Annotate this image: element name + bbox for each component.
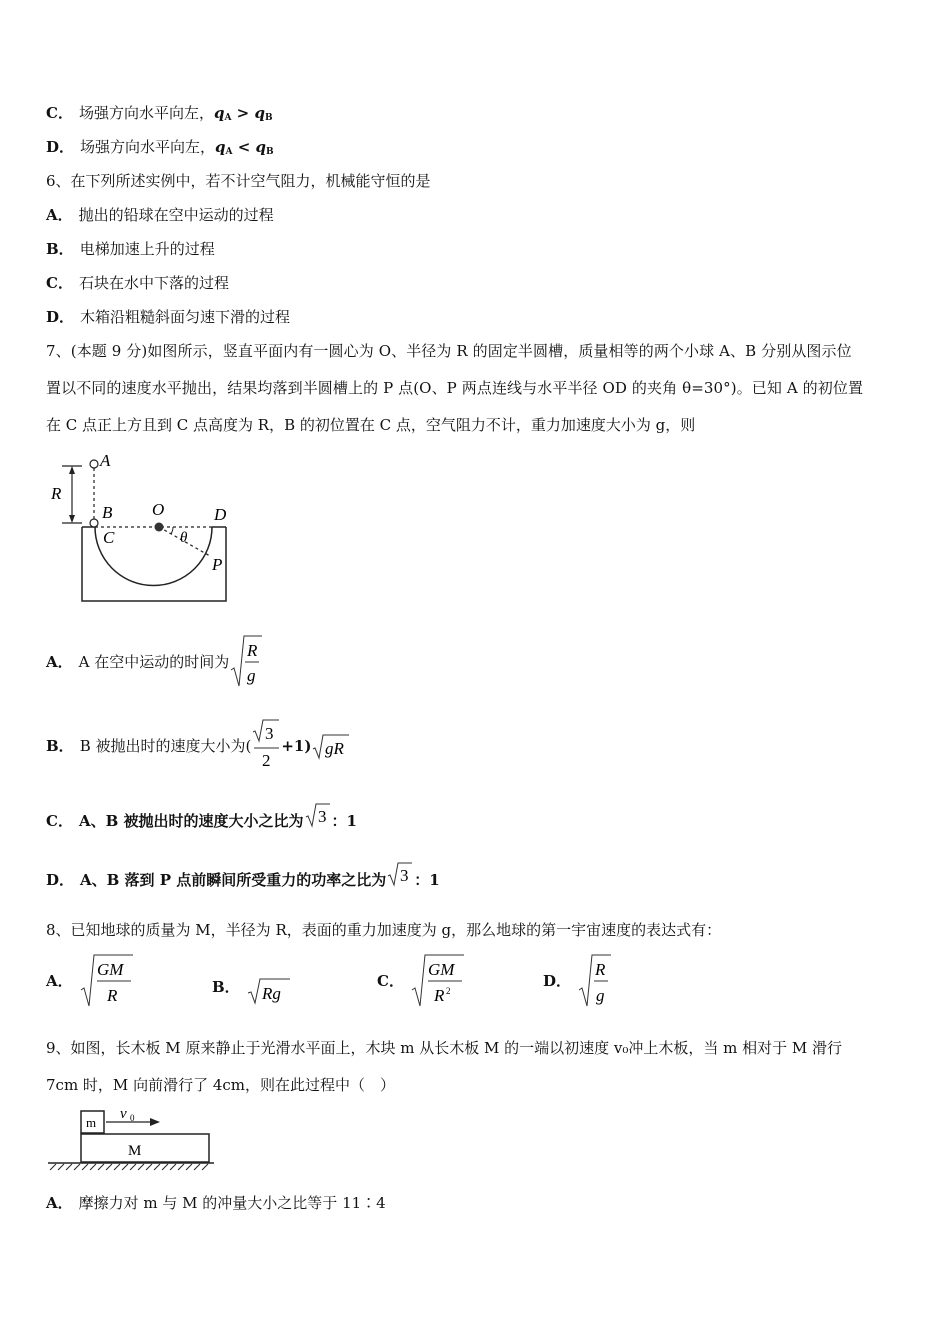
velocity-arrowhead	[150, 1118, 160, 1126]
option-letter: C．	[46, 104, 73, 122]
svg-text:2: 2	[262, 751, 271, 770]
sqrt-r-over-g	[229, 634, 263, 690]
sqrt3-over-2	[251, 718, 281, 774]
q9-option-a: A． 摩擦力对 m 与 M 的冲量大小之比等于 11∶4	[46, 1194, 386, 1212]
svg-text:R: R	[595, 960, 606, 979]
q7-option-c: C． A、B 被抛出时的速度大小之比为 3 ：1	[46, 804, 357, 838]
sqrt-3	[386, 860, 414, 890]
sqrt-gr	[311, 731, 351, 761]
q6-option-a: A． 抛出的铅球在空中运动的过程	[46, 206, 274, 224]
q7-stem-line-2: 置以不同的速度水平抛出，结果均落到半圆槽上的 P 点(O、P 两点连线与水平半径 OD 的夹角 θ=30°)。已知 A 的初位置	[46, 379, 864, 397]
label-r: R	[51, 484, 62, 503]
svg-text:R: R	[106, 986, 118, 1005]
board-block-figure	[46, 1103, 216, 1173]
svg-text:R: R	[247, 641, 258, 660]
svg-text:m: m	[86, 1115, 97, 1130]
label-b: B	[102, 503, 113, 522]
q5-option-d: D． 场强方向水平向左，$q_A < q_B$	[46, 138, 274, 157]
svg-text:g: g	[596, 986, 605, 1005]
q8-option-b: B． Rg	[212, 970, 294, 1004]
ground-hatching	[50, 1164, 208, 1170]
semicircle-groove-figure	[48, 448, 238, 608]
q6-option-d: D． 木箱沿粗糙斜面匀速下滑的过程	[46, 308, 291, 326]
svg-text:GM: GM	[96, 960, 124, 979]
svg-text:v: v	[120, 1106, 127, 1122]
q7-stem-line-3: 在 C 点正上方且到 C 点高度为 R，B 的初位置在 C 点，空气阻力不计，重力加速度大小为 g，则	[46, 416, 696, 434]
q8-stem: 8、已知地球的质量为 M，半径为 R，表面的重力加速度为 g，那么地球的第一宇宙速度的表达式有：	[46, 921, 722, 939]
svg-text:GM: GM	[427, 960, 455, 979]
angle-theta-arc	[171, 527, 173, 534]
sqrt-3	[304, 801, 332, 831]
svg-text:gR: gR	[325, 739, 345, 758]
option-letter: D．	[46, 138, 75, 156]
q8-option-c: C． GM R 2	[377, 952, 466, 1010]
q6-stem: 6、在下列所述实例中，若不计空气阻力，机械能守恒的是	[46, 172, 431, 190]
label-o: O	[152, 500, 165, 519]
sqrt-rg	[246, 973, 294, 1007]
ball-a	[90, 460, 98, 468]
q9-stem-line-2: 7cm 时，M 向前滑行了 4cm，则在此过程中（ ）	[46, 1076, 396, 1094]
q7-option-d: D． A、B 落到 P 点前瞬间所受重力的功率之比为 3 ：1	[46, 863, 440, 897]
sqrt-r-over-g	[577, 952, 613, 1010]
label-theta: θ	[180, 530, 188, 546]
q8-option-a: A． GM R	[46, 952, 135, 1010]
center-o-dot	[155, 523, 164, 532]
q5-option-c: C． 场强方向水平向左，$q_A > q_B$	[46, 104, 273, 123]
sqrt-gm-over-r-squared	[410, 952, 466, 1010]
q6-option-b: B． 电梯加速上升的过程	[46, 240, 215, 258]
svg-text:3: 3	[265, 724, 274, 743]
dimension-arrow-down	[69, 515, 75, 523]
svg-text:R: R	[433, 986, 445, 1005]
board-big-m	[81, 1134, 209, 1162]
svg-text:Rg: Rg	[261, 984, 281, 1003]
q7-option-a: A． A 在空中运动的时间为 R g	[46, 634, 263, 690]
q8-option-d: D． R g	[543, 952, 613, 1010]
svg-text:2: 2	[445, 986, 451, 996]
ball-b	[90, 519, 98, 527]
svg-text:M: M	[128, 1143, 142, 1159]
svg-text:g: g	[247, 666, 256, 685]
q6-option-c: C． 石块在水中下落的过程	[46, 274, 229, 292]
svg-text:0: 0	[130, 1113, 135, 1123]
label-c: C	[103, 528, 115, 547]
label-p: P	[212, 555, 223, 574]
label-d: D	[214, 505, 227, 524]
label-a: A	[100, 451, 111, 470]
dimension-arrow-up	[69, 466, 75, 474]
q9-stem-line-1: 9、如图，长木板 M 原来静止于光滑水平面上，木块 m 从长木板 M 的一端以初速度 v₀冲上木板，当 m 相对于 M 滑行	[46, 1039, 843, 1057]
svg-text:3: 3	[317, 807, 326, 826]
svg-text:3: 3	[400, 866, 409, 885]
q7-option-b: B． B 被抛出时的速度大小为( 3 2 +1) gR	[46, 718, 351, 774]
q7-stem-line-1: 7、(本题 9 分)如图所示，竖直平面内有一圆心为 O、半径为 R 的固定半圆槽，质量相等的两个小球 A、B 分别从图示位	[46, 342, 852, 360]
sqrt-gm-over-r	[79, 952, 135, 1010]
